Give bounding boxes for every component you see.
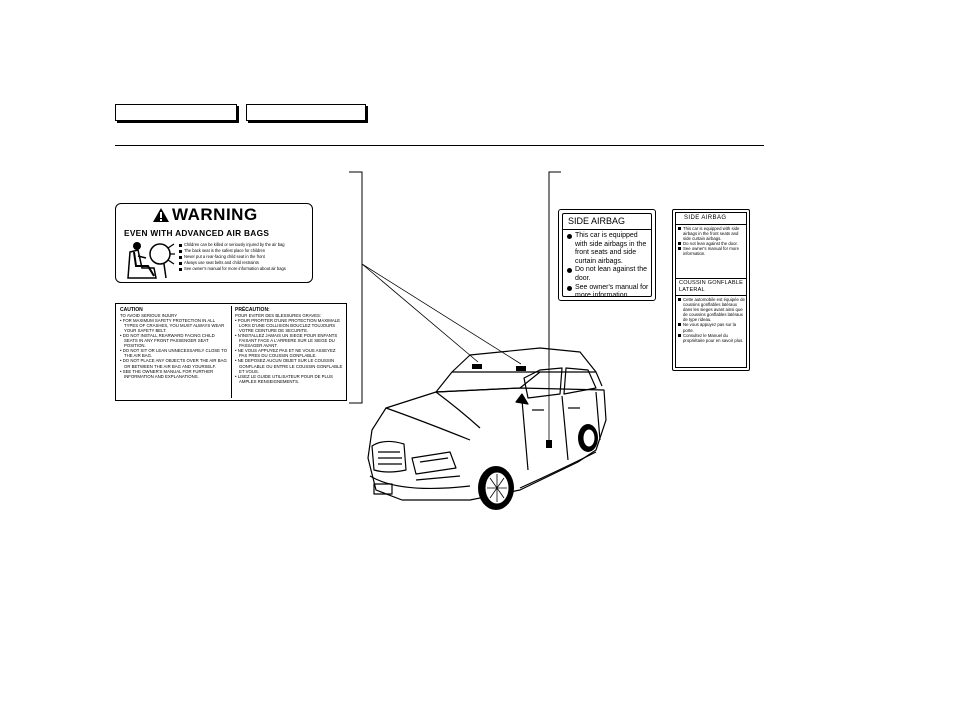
- side-airbag-title: SIDE AIRBAG: [568, 216, 626, 226]
- precaution-item: • NE VOUS APPUYEZ PAS ET NE VOUS ASSEYEZ PAS PRES DU COUSSIN GONFLABLE.: [235, 348, 336, 359]
- caution-item: • DO NOT PLACE ANY OBJECTS OVER THE AIR BAG OR BETWEEN THE AIR BAG AND YOURSELF.: [120, 358, 227, 369]
- side-airbag-item: See owner's manual for more information.: [567, 284, 651, 301]
- caution-heading: CAUTION: [120, 307, 143, 313]
- caution-item: • SEE THE OWNER'S MANUAL FOR FURTHER INFORMATION AND EXPLANATIONS.: [120, 368, 214, 379]
- precaution-item: • N'INSTALLEZ JAMAIS UN SIEGE POUR ENFANTS FAISANT FACE A L'ARRIERE SUR LE SIEGE DU PASSAGER AVANT.: [235, 333, 338, 349]
- warning-subtitle: EVEN WITH ADVANCED AIR BAGS: [124, 228, 270, 238]
- warning-item: Children can be killed or seriously injured by the air bag: [179, 242, 286, 248]
- warning-item: See owner's manual for more information about air bags: [179, 266, 286, 272]
- warning-item: Never put a rear-facing child seat in the front: [179, 254, 286, 260]
- precaution-item: • NE DEPOSEZ AUCUN OBJET SUR LE COUSSIN GONFLABLE OU ENTRE LE COUSSIN GONFLABLE ET VOUS.: [235, 358, 343, 374]
- caution-item: • DO NOT INSTALL REARWARD FACING CHILD SEATS IN ANY FRONT PASSENGER SEAT POSITION.: [120, 333, 215, 349]
- warning-title: WARNING: [172, 205, 258, 224]
- caution-subheading: TO AVOID SERIOUS INJURY: [120, 313, 178, 319]
- coussin-item: Ne vous appuyez pas sur la porte.: [678, 322, 746, 332]
- side-airbag-item: This car is equipped with side airbags in the front seats and side curtain airbags.: [567, 232, 651, 266]
- side-airbag-bilingual-item: See owner's manual for more information.: [678, 246, 746, 256]
- precaution-item: • POUR PROFITER D'UNE PROTECTION MAXIMALE LORS D'UNE COLLISION BOUCLEZ TOUJOURS VOTRE CEINTURE DE SECURITE.: [235, 318, 340, 334]
- caution-item: • FOR MAXIMUM SAFETY PROTECTION IN ALL TYPES OF CRASHES, YOU MUST ALWAYS WEAR YOUR SAFETY BELT.: [120, 318, 225, 334]
- warning-item: Always use seat belts and child restraints: [179, 260, 286, 266]
- coussin-title: COUSSIN GONFLABLE LATERAL: [679, 280, 744, 293]
- side-airbag-bilingual-item: This car is equipped with side airbags in the front seats and side curtain airbags.: [678, 226, 746, 241]
- side-airbag-bilingual-item: Do not lean against the door.: [678, 241, 746, 246]
- caution-item: • DO NOT SIT OR LEAN UNNECESSARILY CLOSE TO THE AIR BAG.: [120, 348, 228, 359]
- precaution-subheading: POUR EVITER DES BLESSURES GRAVES:: [235, 313, 322, 319]
- side-airbag-bilingual-title: SIDE AIRBAG: [684, 215, 727, 221]
- side-airbag-item: Do not lean against the door.: [567, 266, 651, 283]
- warning-item: The back seat is the safest place for children: [179, 248, 286, 254]
- precaution-item: • LISEZ LE GUIDE UTILISATEUR POUR DE PLUS AMPLES RENSEIGNEMENTS.: [235, 373, 333, 384]
- precaution-heading: PRÉCAUTION:: [235, 307, 270, 313]
- coussin-item: Consultez le Manuel du propriétaire pour en savoir plus.: [678, 333, 746, 343]
- coussin-item: Cette automobile est équipée de coussins gonflables latéraux dans les sieges avant ainsi que de coussins gonflables latéraux de type rideau.: [678, 297, 746, 322]
